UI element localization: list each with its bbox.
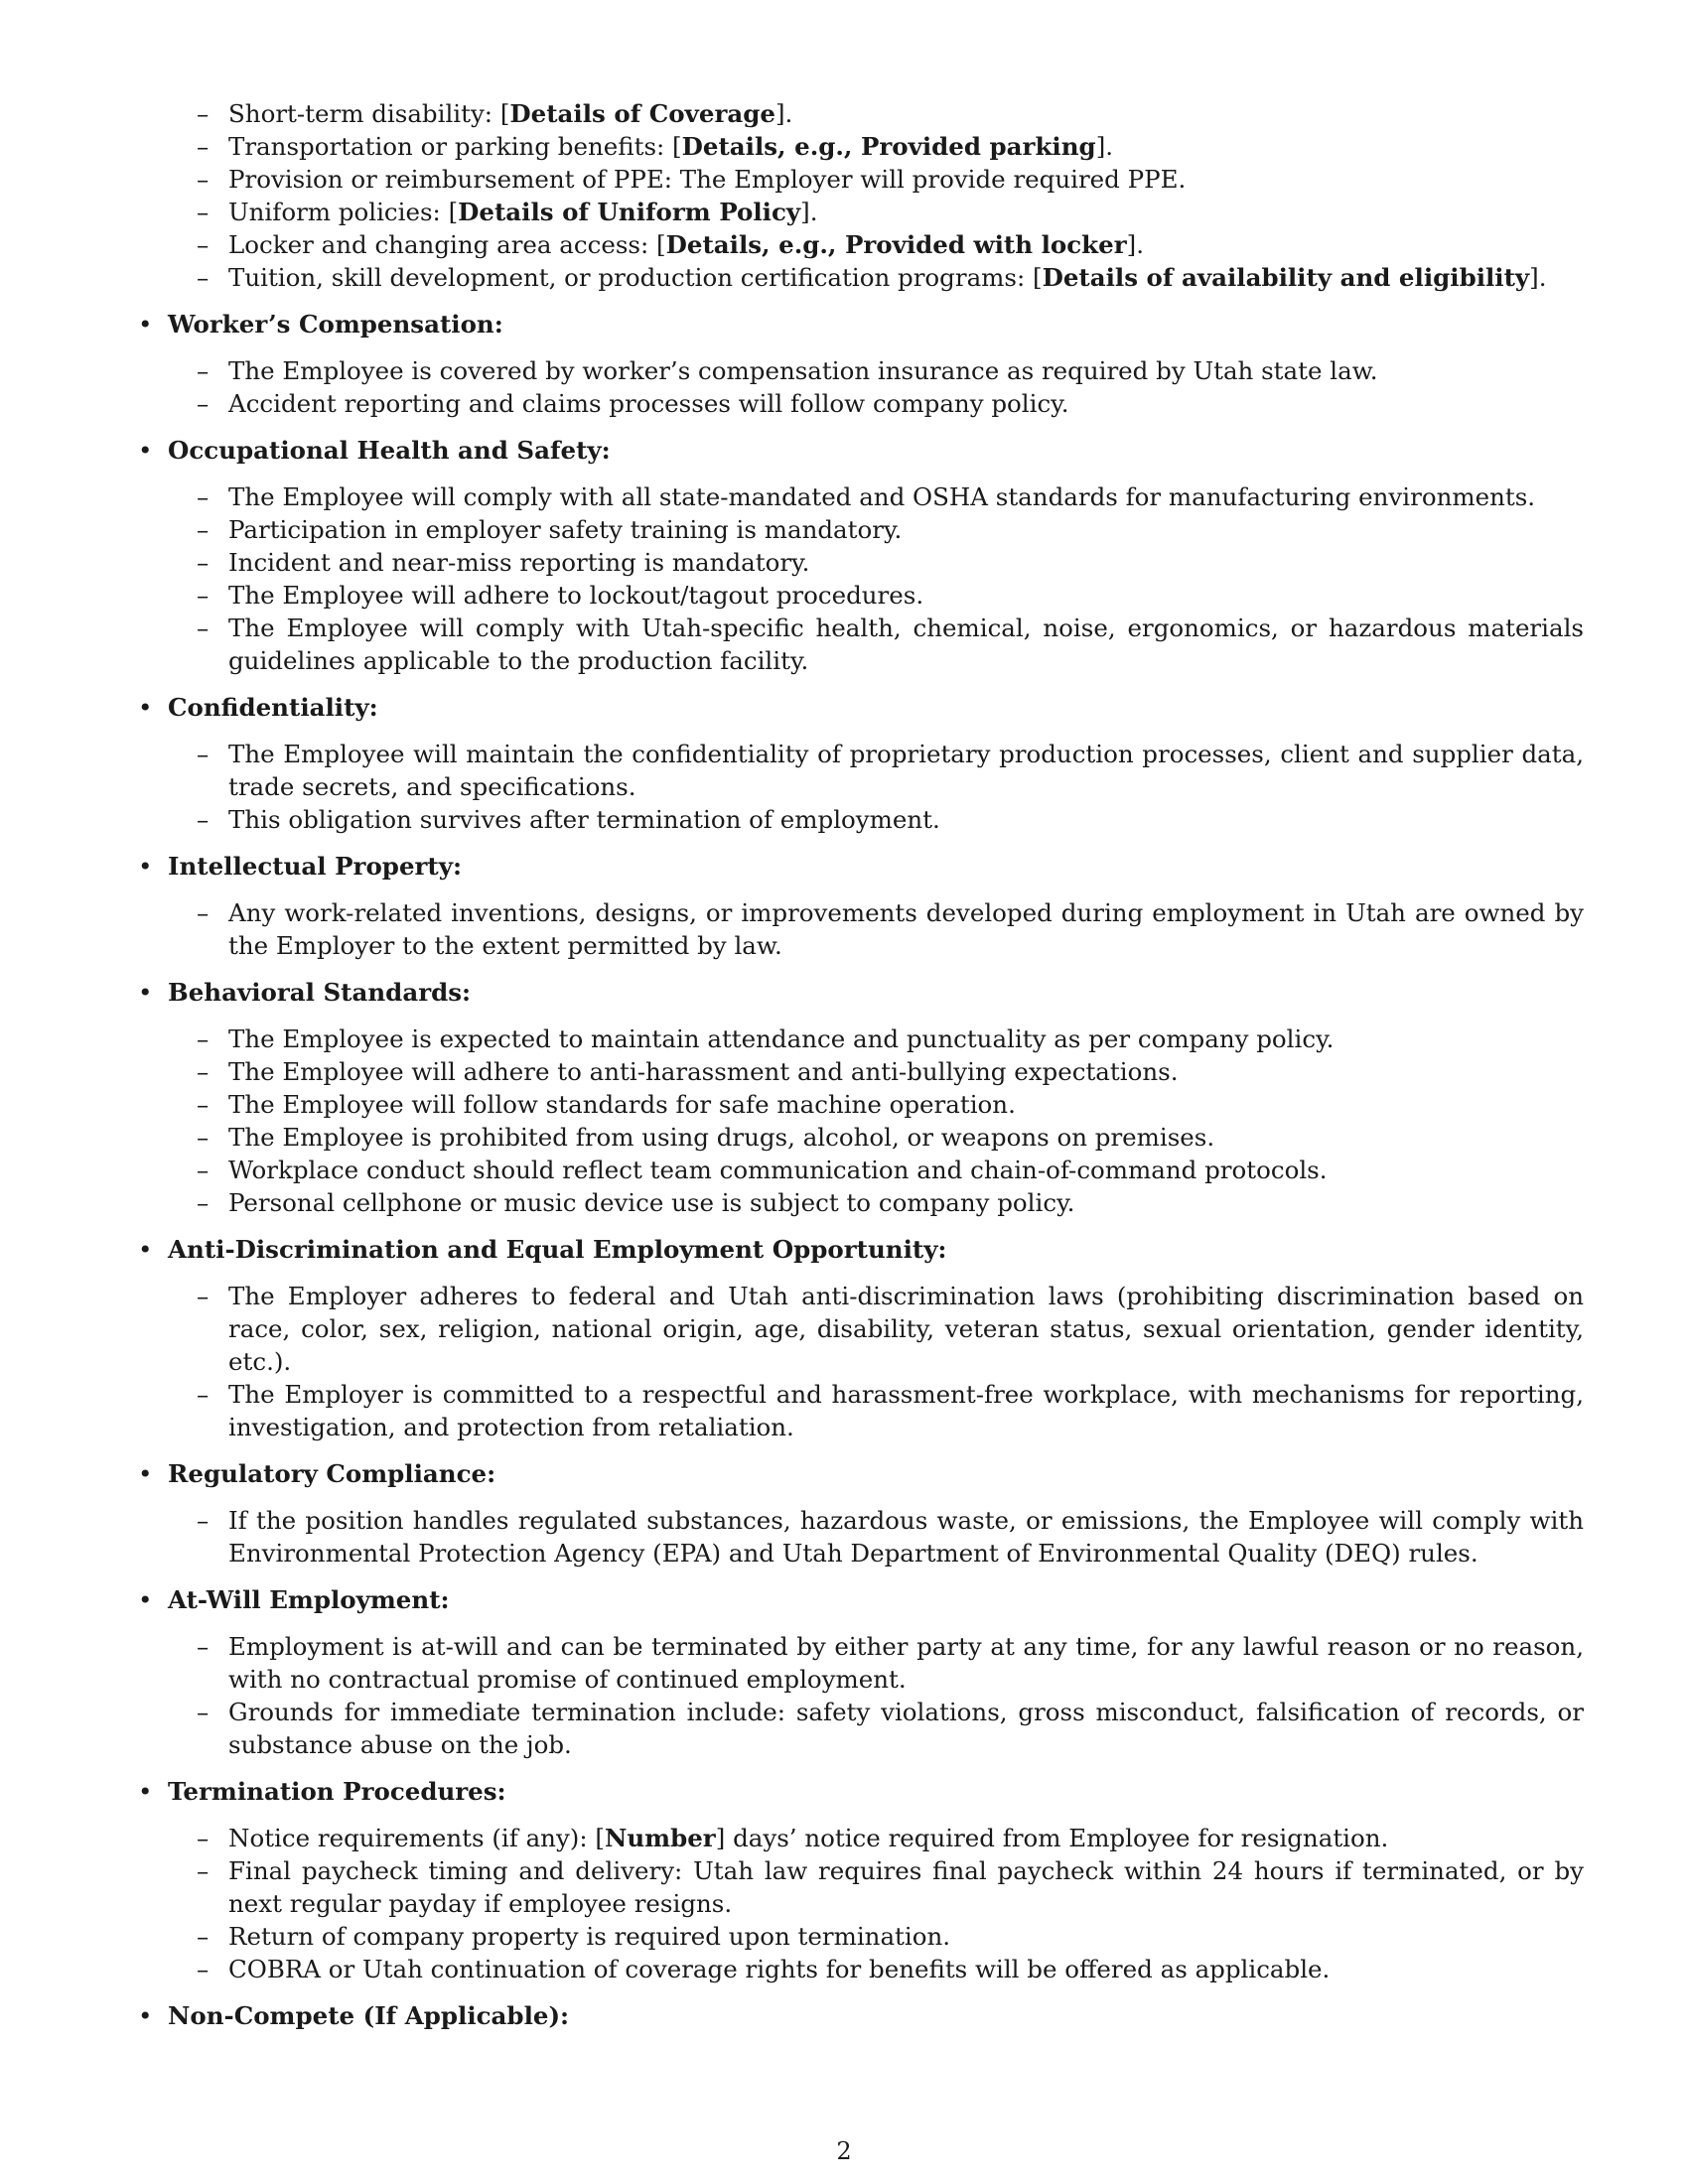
section-list	[134, 1504, 1584, 1570]
page-number: 2	[836, 2137, 852, 2165]
dash-bullet: –	[197, 230, 210, 259]
dash-bullet: –	[197, 198, 210, 226]
list-item: – The Employee will adhere to anti-harassment and anti-bullying expectations.	[197, 1057, 1179, 1086]
section-heading: • Occupational Health and Safety:	[138, 436, 611, 465]
list-item: – Provision or reimbursement of PPE: The Employer will provide required PPE.	[197, 165, 1187, 194]
list-item: – The Employee is expected to maintain attendance and punctuality as per company policy.	[197, 1024, 1335, 1053]
dash-bullet: –	[197, 1282, 210, 1310]
list-item: – Short-term disability: [Details of Coverage].	[197, 99, 793, 128]
bullet-dot: •	[138, 1235, 153, 1264]
list-item: – The Employee will comply with all state-mandated and OSHA standards for manufacturing environments.	[197, 482, 1536, 511]
dash-bullet: –	[197, 1922, 210, 1951]
list-item: – Incident and near-miss reporting is mandatory.	[197, 548, 810, 577]
dash-bullet: –	[197, 1632, 210, 1661]
section-termination-procedures	[134, 1775, 1584, 1985]
dash-bullet: –	[197, 1188, 210, 1217]
dash-bullet: –	[197, 1090, 210, 1119]
section-heading: • Termination Procedures:	[138, 1777, 506, 1806]
dash-bullet: –	[197, 356, 210, 385]
section-list	[134, 480, 1584, 677]
section-heading: • At-Will Employment:	[138, 1585, 450, 1614]
list-item: – This obligation survives after termination of employment.	[197, 805, 940, 834]
list-item: – Return of company property is required upon termination.	[197, 1922, 951, 1951]
dash-bullet: –	[197, 581, 210, 610]
list-item: – Notice requirements (if any): [Number] days’ notice required from Employee for resignation.	[197, 1824, 1389, 1852]
section-workers-compensation	[134, 308, 1584, 420]
bullet-dot: •	[138, 2001, 153, 2030]
section-list	[134, 1280, 1584, 1443]
bullet-dot: •	[138, 978, 153, 1007]
section-anti-discrimination	[134, 1233, 1584, 1443]
section-heading: • Behavioral Standards:	[138, 978, 472, 1007]
dash-bullet: –	[197, 515, 210, 544]
list-item: – COBRA or Utah continuation of coverage rights for benefits will be offered as applicable.	[197, 1955, 1331, 1983]
section-list	[134, 354, 1584, 420]
dash-bullet: –	[197, 1856, 210, 1885]
section-list	[134, 896, 1584, 962]
list-item: – Employment is at-will and can be terminated by either party at any time, for any lawful reason or no reason, with no contractual promise of continued employment.	[197, 1632, 1584, 1694]
section-non-compete	[134, 1999, 1584, 2032]
list-item: – The Employee will comply with Utah-specific health, chemical, noise, ergonomics, or hazardous materials guidelines applicable to the production facility.	[197, 614, 1584, 675]
list-item: – The Employee will follow standards for safe machine operation.	[197, 1090, 1016, 1119]
section-list	[134, 1822, 1584, 1985]
bullet-dot: •	[138, 1459, 153, 1488]
dash-bullet: –	[197, 1824, 210, 1852]
list-item: – Workplace conduct should reflect team communication and chain-of-command protocols.	[197, 1156, 1328, 1184]
list-item: – If the position handles regulated substances, hazardous waste, or emissions, the Employee will comply with Environmental Protection Agency (EPA) and Utah Department of Environmental Quality (DEQ) rules.	[197, 1506, 1584, 1568]
list-item: – The Employer is committed to a respectful and harassment-free workplace, with mechanisms for reporting, investigation, and protection from retaliation.	[197, 1380, 1584, 1441]
list-item: – The Employer adheres to federal and Utah anti-discrimination laws (prohibiting discrimination based on race, color, sex, religion, national origin, age, disability, veteran status, sexual orientation, gender identity, etc.).	[197, 1282, 1584, 1376]
list-item: – Final paycheck timing and delivery: Utah law requires final paycheck within 24 hours if terminated, or by next regular payday if employee resigns.	[197, 1856, 1584, 1918]
list-item: – Tuition, skill development, or production certification programs: [Details of availability and eligibility].	[197, 263, 1547, 292]
dash-bullet: –	[197, 805, 210, 834]
list-item: – Uniform policies: [Details of Uniform Policy].	[197, 198, 818, 226]
dash-bullet: –	[197, 898, 210, 927]
dash-bullet: –	[197, 389, 210, 418]
list-item: – Participation in employer safety training is mandatory.	[197, 515, 903, 544]
section-confidentiality	[134, 691, 1584, 836]
section-list	[134, 1023, 1584, 1219]
section-occupational-health-safety	[134, 434, 1584, 677]
section-behavioral-standards	[134, 976, 1584, 1219]
list-item: – Accident reporting and claims processes will follow company policy.	[197, 389, 1069, 418]
section-list	[134, 1630, 1584, 1761]
list-item: – Grounds for immediate termination include: safety violations, gross misconduct, falsification of records, or substance abuse on the job.	[197, 1698, 1584, 1759]
list-item: – The Employee will maintain the confidentiality of proprietary production processes, client and supplier data, trade secrets, and specifications.	[197, 740, 1584, 801]
bullet-dot: •	[138, 1585, 153, 1614]
page-content	[134, 97, 1584, 2046]
dash-bullet: –	[197, 1123, 210, 1152]
dash-bullet: –	[197, 1057, 210, 1086]
dash-bullet: –	[197, 1380, 210, 1409]
dash-bullet: –	[197, 614, 210, 642]
section-heading: • Anti-Discrimination and Equal Employment Opportunity:	[138, 1235, 947, 1264]
list-item: – Personal cellphone or music device use is subject to company policy.	[197, 1188, 1075, 1217]
dash-bullet: –	[197, 1955, 210, 1983]
dash-bullet: –	[197, 1024, 210, 1053]
dash-bullet: –	[197, 482, 210, 511]
section-intellectual-property	[134, 850, 1584, 962]
bullet-dot: •	[138, 436, 153, 465]
list-item: – Transportation or parking benefits: [Details, e.g., Provided parking].	[197, 132, 1114, 161]
bullet-dot: •	[138, 1777, 153, 1806]
bullet-dot: •	[138, 693, 153, 722]
section-heading: • Confidentiality:	[138, 693, 378, 722]
list-item: – Locker and changing area access: [Details, e.g., Provided with locker].	[197, 230, 1144, 259]
dash-bullet: –	[197, 740, 210, 768]
section-heading: • Worker’s Compensation:	[138, 310, 503, 339]
section-regulatory-compliance	[134, 1457, 1584, 1570]
list-item: – The Employee will adhere to lockout/tagout procedures.	[197, 581, 924, 610]
section-list	[134, 738, 1584, 836]
dash-bullet: –	[197, 99, 210, 128]
section-at-will-employment	[134, 1583, 1584, 1761]
section-heading: • Intellectual Property:	[138, 852, 463, 881]
list-item: – The Employee is covered by worker’s compensation insurance as required by Utah state law.	[197, 356, 1378, 385]
section-heading: • Regulatory Compliance:	[138, 1459, 496, 1488]
bullet-dot: •	[138, 852, 153, 881]
dash-bullet: –	[197, 165, 210, 194]
dash-bullet: –	[197, 1506, 210, 1535]
section-heading: • Non-Compete (If Applicable):	[138, 2001, 570, 2030]
dash-bullet: –	[197, 548, 210, 577]
dash-bullet: –	[197, 132, 210, 161]
bullet-dot: •	[138, 310, 153, 339]
list-item: – The Employee is prohibited from using drugs, alcohol, or weapons on premises.	[197, 1123, 1215, 1152]
dash-bullet: –	[197, 1698, 210, 1726]
benefits-continued-list	[134, 97, 1584, 294]
dash-bullet: –	[197, 263, 210, 292]
dash-bullet: –	[197, 1156, 210, 1184]
list-item: – Any work-related inventions, designs, or improvements developed during employment in Utah are owned by the Employer to the extent permitted by law.	[197, 898, 1584, 960]
